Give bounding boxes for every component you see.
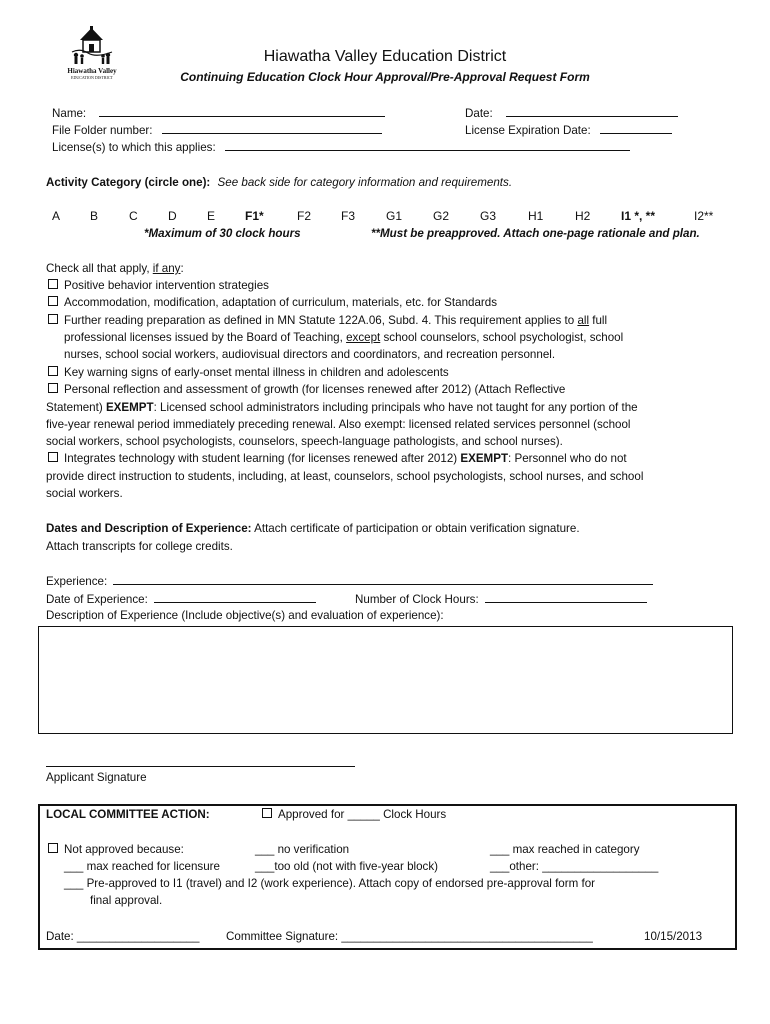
check-label: Positive behavior intervention strategies	[64, 279, 269, 292]
logo-subtext: EDUCATION DISTRICT	[71, 75, 113, 80]
check-item-technology-line3: social workers.	[46, 487, 123, 500]
check-item-accommodation[interactable]	[48, 296, 497, 309]
name-label: Name:	[52, 107, 87, 120]
checklist-intro-text: Check all that apply,	[46, 262, 153, 275]
category-h2[interactable]: H2	[575, 209, 591, 223]
activity-label: Activity Category (circle one):	[46, 176, 211, 189]
date-field[interactable]	[465, 106, 678, 120]
clock-hours-label: Number of Clock Hours:	[355, 593, 479, 606]
category-f2[interactable]: F2	[297, 209, 312, 223]
category-g1[interactable]: G1	[386, 209, 403, 223]
check-label: Statement)	[46, 401, 106, 414]
check-item-reflection-line4: social workers, school psychologists, counselors, speech-language pathologists, and school nurses).	[46, 435, 563, 448]
licenses-input-line[interactable]	[225, 140, 630, 151]
category-i2[interactable]: I2**	[694, 209, 714, 223]
check-item-pbis[interactable]	[48, 279, 269, 292]
category-g3[interactable]: G3	[480, 209, 497, 223]
clock-hours-input-line[interactable]	[485, 592, 647, 603]
category-f3[interactable]: F3	[341, 209, 356, 223]
license-exp-input-line[interactable]	[600, 123, 672, 134]
check-label: Key warning signs of early-onset mental illness in children and adolescents	[64, 366, 449, 379]
license-exp-field[interactable]	[465, 123, 672, 137]
not-approved-label: Not approved because:	[64, 843, 184, 856]
check-label: : Personnel who do not	[508, 452, 627, 465]
preapproval-note: **Must be preapproved. Attach one-page rationale and plan.	[371, 227, 700, 240]
checklist-intro-colon: :	[180, 262, 184, 275]
check-label-underlined: except	[346, 331, 381, 344]
form-date: 10/15/2013	[644, 930, 703, 943]
name-field[interactable]	[52, 106, 385, 120]
category-e[interactable]: E	[207, 209, 216, 223]
experience-date-input-line[interactable]	[154, 592, 316, 603]
checkbox[interactable]	[48, 296, 58, 306]
max-category-option[interactable]: ___ max reached in category	[490, 843, 640, 856]
activity-category-row	[46, 176, 512, 189]
checkbox[interactable]	[48, 452, 58, 462]
max-hours-note: *Maximum of 30 clock hours	[144, 227, 301, 240]
check-item-reading-line2	[64, 331, 623, 344]
check-label-underlined: all	[577, 314, 590, 327]
exempt-label: EXEMPT	[460, 452, 509, 465]
page-title: Hiawatha Valley Education District	[263, 48, 507, 65]
check-item-reflection-line3: five-year renewal period immediately preceding renewal. Also exempt: licensed related services personnel (school	[46, 418, 631, 431]
category-d[interactable]: D	[168, 209, 177, 223]
clock-hours-field[interactable]	[355, 592, 647, 606]
checkbox[interactable]	[48, 314, 58, 324]
checklist-intro-underlined: if any	[152, 262, 181, 275]
no-verification-option[interactable]: ___ no verification	[255, 843, 350, 856]
experience-input-line[interactable]	[113, 574, 653, 585]
file-folder-field[interactable]	[52, 123, 382, 137]
checkbox[interactable]	[262, 808, 272, 818]
category-i1[interactable]: I1 *, **	[621, 209, 656, 223]
check-item-reflection[interactable]	[48, 383, 565, 396]
other-option[interactable]: ___other: __________________	[490, 860, 659, 873]
logo-text: Hiawatha Valley	[67, 67, 117, 75]
committee-date-field[interactable]: Date: ___________________	[46, 930, 200, 943]
preapproved-line2: final approval.	[90, 894, 163, 907]
check-item-reading-line3: nurses, school social workers, audiovisual directors and coordinators, and recreation personnel.	[64, 348, 556, 361]
category-a[interactable]: A	[52, 209, 61, 223]
transcripts-note: Attach transcripts for college credits.	[46, 540, 233, 553]
license-exp-label: License Expiration Date:	[465, 124, 591, 137]
name-input-line[interactable]	[99, 106, 385, 117]
check-item-mental-health[interactable]	[48, 366, 449, 379]
file-folder-label: File Folder number:	[52, 124, 153, 137]
checkbox[interactable]	[48, 843, 58, 853]
checkbox[interactable]	[48, 383, 58, 393]
experience-date-field[interactable]	[46, 592, 316, 606]
category-h1[interactable]: H1	[528, 209, 544, 223]
experience-label: Experience:	[46, 575, 108, 588]
too-old-option[interactable]: ___too old (not with five-year block)	[255, 860, 439, 873]
checkbox[interactable]	[48, 366, 58, 376]
check-label: Integrates technology with student learning (for licenses renewed after 2012)	[64, 452, 461, 465]
exempt-label: EXEMPT	[105, 401, 154, 414]
checkbox[interactable]	[48, 279, 58, 289]
category-c[interactable]: C	[129, 209, 138, 223]
category-g2[interactable]: G2	[433, 209, 450, 223]
licenses-label: License(s) to which this applies:	[52, 141, 216, 154]
check-label: full	[589, 314, 608, 327]
committee-heading: LOCAL COMMITTEE ACTION:	[46, 808, 210, 821]
check-label: school counselors, school psychologist, school	[380, 331, 624, 344]
check-label: : Licensed school administrators including principals who have not taught for any portion of the	[153, 401, 638, 414]
description-label: Description of Experience (Include objective(s) and evaluation of experience):	[46, 609, 444, 622]
category-f1[interactable]: F1*	[245, 209, 264, 223]
committee-signature-field[interactable]: Committee Signature: _______________________________________	[226, 930, 593, 943]
experience-heading-row	[46, 522, 580, 535]
description-textarea[interactable]	[38, 626, 733, 734]
approved-for-option[interactable]	[262, 808, 446, 821]
check-item-technology-line2: provide direct instruction to students, including, at least, counselors, school psychologists, school nurses, and school	[46, 470, 644, 483]
check-label: Accommodation, modification, adaptation of curriculum, materials, etc. for Standards	[64, 296, 498, 309]
applicant-signature-label: Applicant Signature	[46, 771, 147, 784]
check-label: Further reading preparation as defined in MN Statute 122A.06, Subd. 4. This requirement applies to	[64, 314, 578, 327]
category-b[interactable]: B	[90, 209, 99, 223]
max-licensure-option[interactable]: ___ max reached for licensure	[64, 860, 220, 873]
check-label: professional licenses issued by the Board of Teaching,	[64, 331, 347, 344]
experience-date-label: Date of Experience:	[46, 593, 148, 606]
experience-field[interactable]	[46, 574, 653, 588]
file-folder-input-line[interactable]	[162, 123, 382, 134]
experience-heading: Dates and Description of Experience:	[46, 522, 252, 535]
check-item-reading[interactable]	[48, 314, 607, 327]
signature-line[interactable]	[46, 766, 355, 767]
check-label: Personal reflection and assessment of growth (for licenses renewed after 2012) (Attach Reflective	[64, 383, 566, 396]
date-label: Date:	[465, 107, 493, 120]
checklist-intro	[46, 262, 184, 275]
not-approved-option[interactable]	[48, 843, 184, 856]
approved-for-label: Approved for _____ Clock Hours	[278, 808, 447, 821]
preapproved-option[interactable]: ___ Pre-approved to I1 (travel) and I2 (work experience). Attach copy of endorsed pre-approval form for	[64, 877, 596, 890]
experience-heading-note: Attach certificate of participation or obtain verification signature.	[251, 522, 580, 535]
activity-note: See back side for category information and requirements.	[217, 176, 513, 189]
licenses-field[interactable]	[52, 140, 630, 154]
date-input-line[interactable]	[506, 106, 678, 117]
form-subtitle: Continuing Education Clock Hour Approval/Pre-Approval Request Form	[180, 70, 590, 84]
check-item-technology[interactable]	[48, 452, 627, 465]
check-item-reflection-line2	[46, 401, 638, 414]
